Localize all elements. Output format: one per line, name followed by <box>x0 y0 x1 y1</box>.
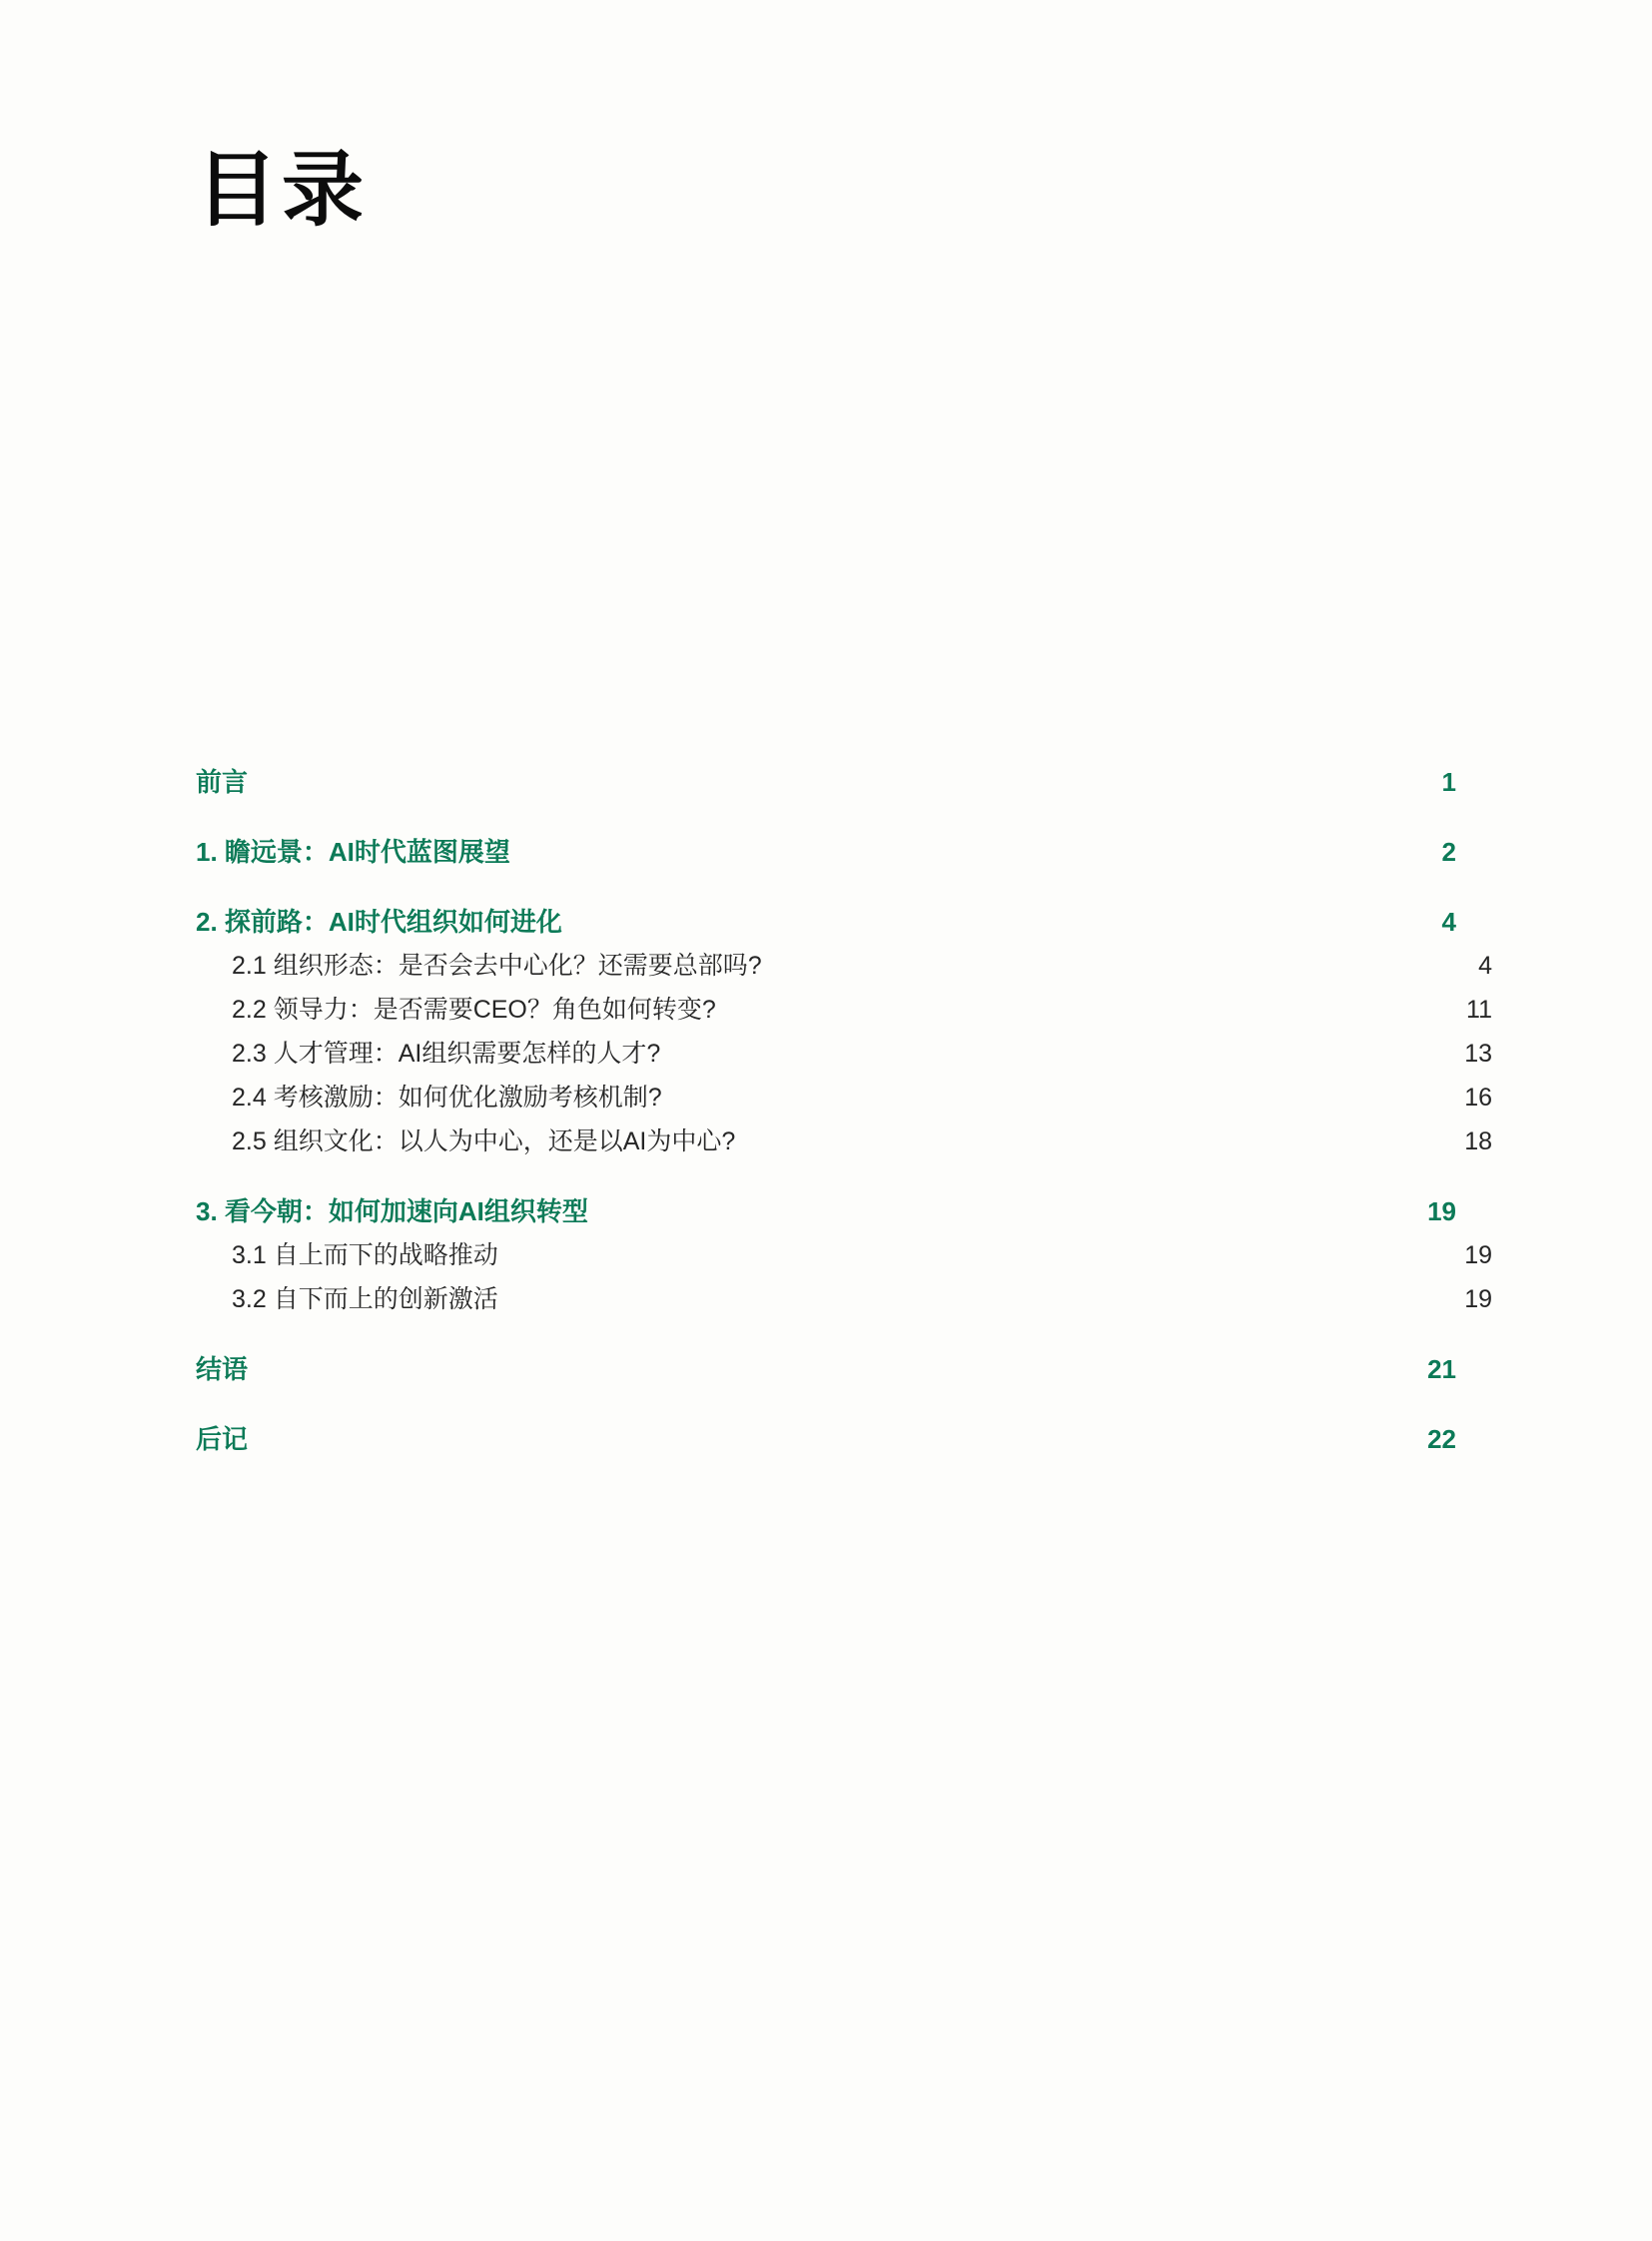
toc-entry[interactable] <box>196 769 1456 795</box>
toc-entry-page: 19 <box>1464 1285 1492 1313</box>
toc-entry-page: 4 <box>1441 907 1456 937</box>
toc-entry-page: 18 <box>1464 1127 1492 1155</box>
toc-entry-label: 2.1 组织形态：是否会去中心化？还需要总部吗? <box>232 952 762 980</box>
spacer <box>196 795 1456 839</box>
toc-entry[interactable] <box>196 1129 1492 1154</box>
toc-entry-page: 21 <box>1427 1354 1456 1384</box>
toc-entry[interactable] <box>196 909 1456 935</box>
toc-entry[interactable] <box>196 1086 1492 1111</box>
toc-entry-page: 19 <box>1427 1196 1456 1226</box>
spacer <box>196 1154 1456 1198</box>
toc-entry[interactable] <box>196 1356 1456 1382</box>
toc-entry[interactable] <box>196 998 1492 1023</box>
toc-entry-label: 3. 看今朝：如何加速向AI组织转型 <box>196 1196 588 1226</box>
spacer <box>196 865 1456 909</box>
toc-entry-label: 2. 探前路：AI时代组织如何进化 <box>196 907 562 937</box>
toc-entry-page: 22 <box>1427 1424 1456 1454</box>
spacer <box>196 1312 1456 1356</box>
toc-entry-page: 11 <box>1466 996 1492 1024</box>
table-of-contents <box>196 767 1492 1454</box>
toc-entry-page: 4 <box>1478 952 1492 980</box>
toc-entry[interactable] <box>196 1042 1492 1067</box>
toc-entry-label: 2.2 领导力：是否需要CEO？角色如何转变? <box>232 996 716 1024</box>
toc-entry-page: 16 <box>1464 1084 1492 1112</box>
toc-entry-page: 2 <box>1441 837 1456 867</box>
toc-entry-label: 2.5 组织文化：以人为中心，还是以AI为中心? <box>232 1127 736 1155</box>
toc-entry-label: 3.1 自上而下的战略推动 <box>232 1241 498 1269</box>
toc-entry[interactable] <box>196 839 1456 865</box>
toc-entry[interactable] <box>196 1243 1492 1268</box>
toc-entry-label: 后记 <box>196 1424 249 1454</box>
toc-entry-label: 2.3 人才管理：AI组织需要怎样的人才? <box>232 1040 661 1068</box>
toc-entry[interactable] <box>196 1198 1456 1224</box>
toc-entry[interactable] <box>196 1426 1456 1452</box>
spacer <box>196 1382 1456 1426</box>
toc-entry-page: 1 <box>1441 767 1456 797</box>
toc-entry-label: 3.2 自下而上的创新激活 <box>232 1285 498 1313</box>
toc-entry-page: 13 <box>1464 1040 1492 1068</box>
toc-entry-label: 结语 <box>196 1354 249 1384</box>
toc-entry-label: 1. 瞻远景：AI时代蓝图展望 <box>196 837 510 867</box>
toc-entry[interactable] <box>196 1287 1492 1312</box>
toc-entry-label: 前言 <box>196 767 249 797</box>
toc-entry[interactable] <box>196 954 1492 979</box>
page-title: 目录 <box>196 145 369 236</box>
toc-entry-label: 2.4 考核激励：如何优化激励考核机制? <box>232 1084 662 1112</box>
toc-entry-page: 19 <box>1464 1241 1492 1269</box>
